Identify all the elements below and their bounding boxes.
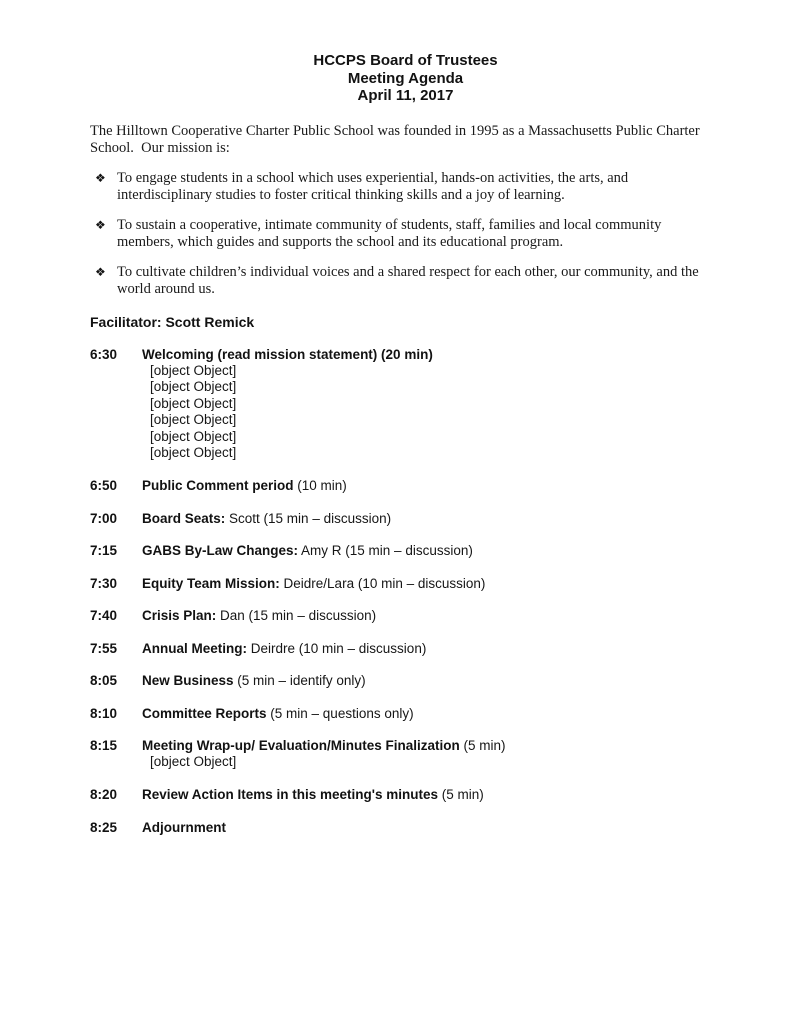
agenda-text	[142, 819, 721, 836]
agenda-item-detail: (10 min)	[293, 478, 347, 493]
agenda-item-detail: (5 min – identify only)	[233, 673, 366, 688]
document-title: HCCPS Board of Trustees	[313, 52, 498, 69]
diamond-bullet-icon: ❖	[95, 170, 106, 185]
agenda-item-detail: (5 min)	[438, 787, 484, 802]
agenda-row	[90, 786, 721, 803]
agenda-item	[90, 786, 721, 803]
agenda-item-title: New Business	[142, 673, 234, 688]
agenda-row	[90, 672, 721, 689]
document-date: April 11, 2017	[357, 87, 454, 104]
agenda-subline: [object Object]	[150, 428, 237, 444]
agenda-subline: [object Object]	[150, 395, 237, 411]
agenda-row	[90, 819, 721, 836]
agenda-item	[90, 542, 721, 559]
agenda-item-title: Public Comment period	[142, 478, 294, 493]
agenda-item-detail: (5 min – questions only)	[266, 705, 414, 721]
agenda-row	[90, 477, 721, 494]
agenda-text	[142, 346, 721, 363]
agenda-text	[142, 575, 721, 592]
agenda-item-detail: Scott (15 min – discussion)	[225, 510, 392, 526]
agenda-time: 7:40	[90, 608, 118, 623]
agenda-item-title: Welcoming (read mission statement) (20 min)	[142, 346, 433, 362]
agenda-row	[90, 607, 721, 624]
agenda-row	[90, 705, 721, 722]
agenda-item-title: Annual Meeting:	[142, 640, 247, 656]
agenda-text	[142, 786, 721, 803]
agenda-item	[90, 477, 721, 494]
mission-list	[90, 170, 721, 299]
agenda-item-title: GABS By-Law Changes:	[142, 543, 299, 558]
agenda-text	[142, 477, 721, 494]
agenda-item	[90, 346, 721, 462]
agenda-item-detail: Deidre/Lara (10 min – discussion)	[279, 575, 486, 591]
agenda-item	[90, 640, 721, 657]
agenda-subline: [object Object]	[150, 445, 237, 460]
document-subtitle: Meeting Agenda	[347, 69, 464, 87]
agenda-subline: [object Object]	[150, 379, 237, 394]
mission-bullet-text: To sustain a cooperative, intimate community of students, staff, families and local community members, which guides and supports the school and its educational program.	[117, 216, 662, 250]
agenda-item-title: Board Seats:	[142, 510, 226, 526]
agenda-item-title: Committee Reports	[142, 705, 267, 721]
agenda-item	[90, 672, 721, 689]
agenda-row	[90, 346, 721, 363]
agenda-text	[142, 672, 721, 689]
mission-bullet-item	[95, 264, 721, 299]
mission-bullet-text: To cultivate children’s individual voices and a shared respect for each other, our community, and the world around us.	[117, 263, 699, 297]
agenda-item-detail: (5 min)	[459, 738, 506, 753]
agenda-item	[90, 510, 721, 527]
agenda-item-title: Adjournment	[142, 819, 226, 835]
agenda-sublines	[150, 363, 721, 462]
agenda-time: 7:30	[90, 575, 118, 591]
agenda-row	[90, 542, 721, 559]
agenda-item-title: Meeting Wrap-up/ Evaluation/Minutes Finalization	[142, 738, 460, 753]
facilitator-line: Facilitator: Scott Remick	[90, 313, 255, 330]
agenda-time: 8:20	[90, 787, 118, 802]
agenda-item	[90, 737, 721, 771]
agenda-item-detail: Deirdre (10 min – discussion)	[247, 640, 427, 656]
diamond-bullet-icon: ❖	[95, 217, 106, 232]
agenda-item-detail: Dan (15 min – discussion)	[216, 608, 377, 623]
agenda-subline: [object Object]	[150, 412, 237, 427]
agenda-item-title: Crisis Plan:	[142, 608, 217, 623]
agenda-item	[90, 819, 721, 836]
agenda-text	[142, 542, 721, 559]
agenda-time: 8:05	[90, 673, 118, 688]
agenda-item-detail: Amy R (15 min – discussion)	[298, 543, 473, 558]
mission-bullet-item	[95, 170, 721, 205]
agenda-time: 7:00	[90, 510, 118, 526]
agenda-time: 6:50	[90, 478, 118, 493]
agenda-sublines	[150, 754, 721, 771]
agenda-text	[142, 510, 721, 527]
agenda-time: 8:25	[90, 819, 118, 835]
agenda-row	[90, 640, 721, 657]
agenda-text	[142, 705, 721, 722]
agenda-text	[142, 737, 721, 754]
agenda-row	[90, 510, 721, 527]
agenda-item-title: Review Action Items in this meeting's minutes	[142, 787, 439, 802]
agenda-subline: [object Object]	[150, 362, 237, 378]
agenda-time: 7:55	[90, 640, 118, 656]
agenda-item	[90, 575, 721, 592]
document-title-block	[90, 52, 721, 105]
agenda-time: 8:10	[90, 705, 118, 721]
agenda-time: 6:30	[90, 346, 118, 362]
mission-bullet-text: To engage students in a school which uses experiential, hands-on activities, the arts, and interdisciplinary studies to foster critical thinking skills and a joy of learning.	[117, 169, 629, 203]
agenda-row	[90, 737, 721, 754]
agenda-subline: [object Object]	[150, 754, 237, 769]
agenda-text	[142, 640, 721, 657]
agenda-row	[90, 575, 721, 592]
agenda-item	[90, 705, 721, 722]
intro-paragraph: The Hilltown Cooperative Charter Public School was founded in 1995 as a Massachusetts Public Charter School. Our mission is:	[90, 122, 704, 156]
agenda-item	[90, 607, 721, 624]
agenda-time: 8:15	[90, 738, 118, 753]
agenda-text	[142, 607, 721, 624]
agenda-time: 7:15	[90, 543, 118, 558]
diamond-bullet-icon: ❖	[95, 264, 106, 279]
agenda-list	[90, 346, 721, 836]
agenda-item-title: Equity Team Mission:	[142, 575, 280, 591]
mission-bullet-item	[95, 217, 721, 252]
